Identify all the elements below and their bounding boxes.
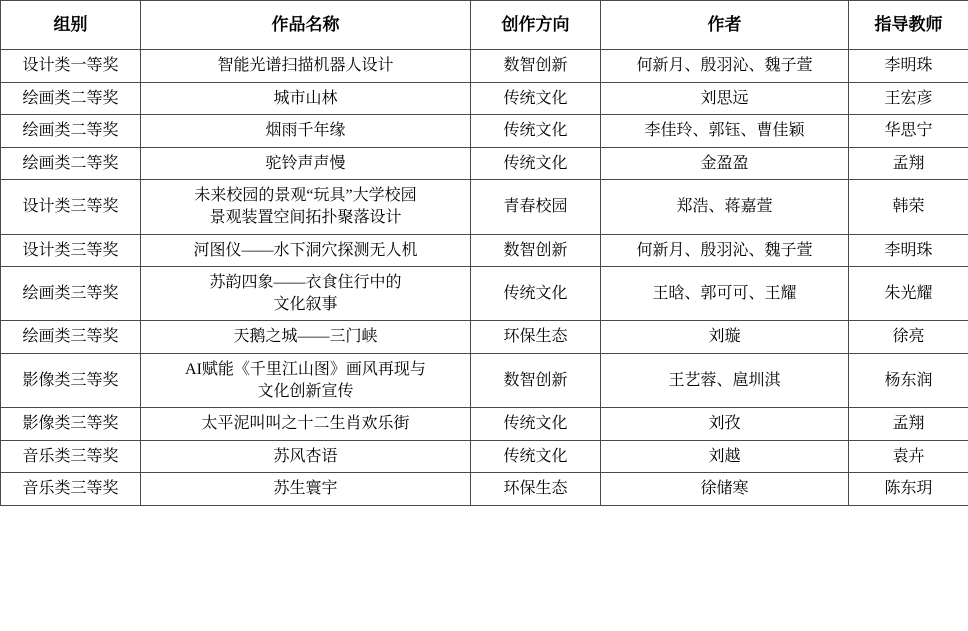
title-line: 苏风杏语 <box>273 447 338 465</box>
cell-direction: 环保生态 <box>471 473 601 506</box>
cell-teacher: 李明珠 <box>849 50 968 83</box>
cell-title <box>141 473 471 506</box>
title-line: 苏生寰宇 <box>273 480 338 498</box>
table-row <box>1 234 968 267</box>
title-line: 文化叙事 <box>273 295 338 313</box>
title-line: 智能光谱扫描机器人设计 <box>217 57 394 74</box>
column-header-direction: 创作方向 <box>471 1 601 50</box>
title-line: 天鹅之城——三门峡 <box>233 328 378 346</box>
table-row <box>1 440 968 473</box>
cell-teacher: 韩荣 <box>849 180 968 234</box>
cell-group: 音乐类三等奖 <box>1 440 141 473</box>
cell-direction: 数智创新 <box>471 234 601 267</box>
table-row <box>1 408 968 441</box>
cell-title <box>141 180 471 234</box>
table-header <box>1 1 968 50</box>
cell-teacher: 袁卉 <box>849 440 968 473</box>
cell-authors: 王艺蓉、扈圳淇 <box>601 353 849 407</box>
cell-group: 影像类三等奖 <box>1 353 141 407</box>
title-line: 太平泥叫叫之十二生肖欢乐街 <box>201 415 410 433</box>
cell-group: 绘画类三等奖 <box>1 267 141 321</box>
cell-group: 设计类三等奖 <box>1 180 141 234</box>
cell-teacher: 朱光耀 <box>849 267 968 321</box>
table-row <box>1 147 968 180</box>
cell-authors: 刘思远 <box>601 82 849 115</box>
cell-direction: 传统文化 <box>471 440 601 473</box>
title-line: 城市山林 <box>273 89 338 107</box>
cell-direction: 传统文化 <box>471 115 601 148</box>
cell-title <box>141 50 471 83</box>
table-row <box>1 82 968 115</box>
table-row <box>1 180 968 234</box>
cell-teacher: 王宏彦 <box>849 82 968 115</box>
cell-title <box>141 115 471 148</box>
table-body <box>1 50 968 506</box>
cell-direction: 环保生态 <box>471 321 601 354</box>
cell-direction: 青春校园 <box>471 180 601 234</box>
cell-group: 绘画类二等奖 <box>1 82 141 115</box>
cell-authors: 王晗、郭可可、王耀 <box>601 267 849 321</box>
cell-direction: 传统文化 <box>471 147 601 180</box>
cell-title <box>141 147 471 180</box>
cell-direction: 传统文化 <box>471 267 601 321</box>
cell-title <box>141 321 471 354</box>
cell-group: 影像类三等奖 <box>1 408 141 441</box>
cell-group: 绘画类二等奖 <box>1 115 141 148</box>
cell-group: 绘画类三等奖 <box>1 321 141 354</box>
cell-direction: 数智创新 <box>471 50 601 83</box>
title-line: 河图仪——水下洞穴探测无人机 <box>193 241 418 259</box>
cell-direction: 传统文化 <box>471 82 601 115</box>
table-row <box>1 115 968 148</box>
cell-teacher: 杨东润 <box>849 353 968 407</box>
cell-teacher: 华思宁 <box>849 115 968 148</box>
cell-group: 音乐类三等奖 <box>1 473 141 506</box>
column-header-teacher: 指导教师 <box>849 1 968 50</box>
column-header-title: 作品名称 <box>141 1 471 50</box>
cell-authors: 刘璇 <box>601 321 849 354</box>
title-line: AI赋能《千里江山图》画风再现与 <box>185 360 426 378</box>
cell-authors: 刘越 <box>601 440 849 473</box>
table-row <box>1 321 968 354</box>
cell-authors: 金盈盈 <box>601 147 849 180</box>
title-line: 未来校园的景观“玩具”大学校园 <box>194 187 417 205</box>
column-header-authors: 作者 <box>601 1 849 50</box>
cell-direction: 传统文化 <box>471 408 601 441</box>
title-line: 景观装置空间拓扑聚落设计 <box>209 208 402 226</box>
cell-teacher: 李明珠 <box>849 234 968 267</box>
column-header-group: 组别 <box>1 1 141 50</box>
cell-authors: 刘孜 <box>601 408 849 441</box>
cell-teacher: 陈东玥 <box>849 473 968 506</box>
table-header-row <box>1 1 968 50</box>
table-row <box>1 267 968 321</box>
cell-teacher: 孟翔 <box>849 408 968 441</box>
cell-authors: 何新月、殷羽沁、魏子萱 <box>601 234 849 267</box>
title-line: 苏韵四象——衣食住行中的 <box>209 274 402 292</box>
cell-authors: 郑浩、蒋嘉萱 <box>601 180 849 234</box>
cell-group: 设计类一等奖 <box>1 50 141 83</box>
cell-title <box>141 408 471 441</box>
cell-group: 绘画类二等奖 <box>1 147 141 180</box>
cell-title <box>141 82 471 115</box>
cell-teacher: 孟翔 <box>849 147 968 180</box>
table-row <box>1 50 968 83</box>
cell-teacher: 徐亮 <box>849 321 968 354</box>
table-row <box>1 473 968 506</box>
cell-title <box>141 353 471 407</box>
cell-authors: 何新月、殷羽沁、魏子萱 <box>601 50 849 83</box>
cell-group: 设计类三等奖 <box>1 234 141 267</box>
cell-title <box>141 440 471 473</box>
table-row <box>1 353 968 407</box>
title-line: 烟雨千年缘 <box>265 122 346 140</box>
cell-title <box>141 267 471 321</box>
cell-authors: 徐储寒 <box>601 473 849 506</box>
title-line: 文化创新宣传 <box>257 382 354 400</box>
title-line: 驼铃声声慢 <box>265 154 346 172</box>
cell-authors: 李佳玲、郭钰、曹佳颖 <box>601 115 849 148</box>
cell-direction: 数智创新 <box>471 353 601 407</box>
cell-title <box>141 234 471 267</box>
